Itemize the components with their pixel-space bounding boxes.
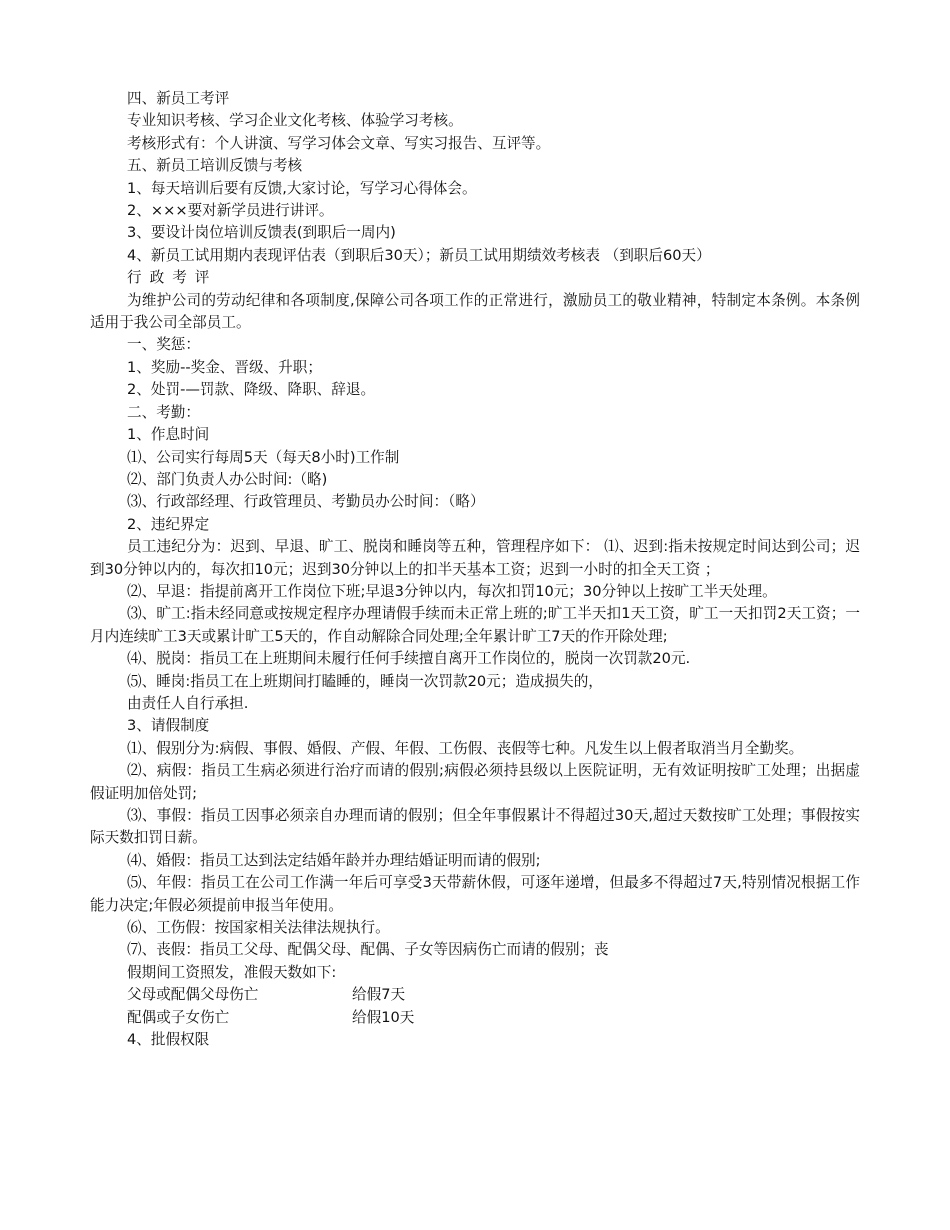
paragraph-late: 员工违纪分为：迟到、早退、旷工、脱岗和睡岗等五种，管理程序如下： ⑴、迟到:指未按规定时间达到公司；迟到30分钟以内的，每次扣10元；迟到30分钟以上的扣半天基本工资；迟到一小时的扣全天工资 ； xyxy=(90,538,860,578)
paragraph-leave-types: ⑴、假别分为:病假、事假、婚假、产假、年假、工伤假、丧假等七种。凡发生以上假者取消当月全勤奖。 xyxy=(127,739,804,757)
text-line: 3、要设计岗位培训反馈表(到职后一周内) xyxy=(127,224,396,242)
heading-new-staff-evaluation: 四、新员工考评 xyxy=(127,90,230,107)
text-line: 4、新员工试用期内表现评估表（到职后30天）；新员工试用期绩效考核表 （到职后60天） xyxy=(127,246,711,264)
paragraph-personal-leave: ⑶、事假：指员工因事必须亲自办理而请的假别；但全年事假累计不得超过30天,超过天数按旷工处理；事假按实际天数扣罚日薪。 xyxy=(90,807,860,847)
text-line: 1、奖励--奖金、晋级、升职； xyxy=(127,358,322,376)
paragraph-sick-leave: ⑵、病假：指员工生病必须进行治疗而请的假别;病假必须持县级以上医院证明，无有效证明按旷工处理；出据虚假证明加倍处罚; xyxy=(90,762,860,802)
paragraph-early-leave: ⑵、早退：指提前离开工作岗位下班;早退3分钟以内，每次扣罚10元；30分钟以上按旷工半天处理。 xyxy=(127,582,777,600)
subheading-leave-system: 3、请假制度 xyxy=(127,717,210,735)
subheading-approval-authority: 4、批假权限 xyxy=(127,1031,210,1049)
text-line: 假期间工资照发，准假天数如下: xyxy=(127,963,337,981)
leave-days-row xyxy=(90,984,860,1006)
subheading-work-hours: 1、作息时间 xyxy=(127,426,210,444)
heading-attendance: 二、考勤： xyxy=(127,403,200,421)
text-line: ⑷、婚假：指员工达到法定结婚年龄并办理结婚证明而请的假别; xyxy=(127,851,541,869)
text-line: 考核形式有：个人讲演、写学习体会文章、写实习报告、互评等。 xyxy=(127,134,551,152)
paragraph-intro: 为维护公司的劳动纪律和各项制度,保障公司各项工作的正常进行，激励员工的敬业精神，特制定本条例。本条例适用于我公司全部员工。 xyxy=(90,291,860,332)
subheading-violations: 2、违纪界定 xyxy=(127,515,210,533)
paragraph-absence: ⑶、旷工:指未经同意或按规定程序办理请假手续而未正常上班的;旷工半天扣1天工资，旷工一天扣罚2天工资；一月内连续旷工3天或累计旷工5天的，作自动解除合同处理;全年累计旷工7天的作开除处理; xyxy=(90,605,860,645)
paragraph-annual-leave: ⑸、年假：指员工在公司工作满一年后可享受3天带薪休假，可逐年递增，但最多不得超过7天,特别情况根据工作能力决定;年假必须提前申报当年使用。 xyxy=(90,874,860,914)
heading-feedback: 五、新员工培训反馈与考核 xyxy=(127,157,303,175)
leave-days-value: 给假10天 xyxy=(352,1008,415,1026)
text-line: ⑺、丧假：指员工父母、配偶父母、配偶、子女等因病伤亡而请的假别；丧 xyxy=(127,941,609,959)
leave-days-row xyxy=(90,1007,860,1029)
text-line: ⑴、公司实行每周5天（每天8小时)工作制 xyxy=(127,448,400,466)
paragraph-leave-post: ⑷、脱岗：指员工在上班期间未履行任何手续擅自离开工作岗位的，脱岗一次罚款20元. xyxy=(127,650,691,668)
leave-case-label: 父母或配偶父母伤亡 xyxy=(127,986,259,1004)
paragraph-sleeping: ⑸、睡岗:指员工在上班期间打瞌睡的，睡岗一次罚款20元；造成损失的， xyxy=(127,672,603,690)
text-line: 专业知识考核、学习企业文化考核、体验学习考核。 xyxy=(127,112,463,130)
text-line: 由责任人自行承担. xyxy=(127,694,249,712)
text-line: ⑵、部门负责人办公时间:（略) xyxy=(127,470,328,488)
leave-days-value: 给假7天 xyxy=(352,986,406,1004)
text-line: 1、每天培训后要有反馈,大家讨论，写学习心得体会。 xyxy=(127,179,477,197)
text-line: ⑶、行政部经理、行政管理员、考勤员办公时间：（略） xyxy=(127,493,485,511)
text-line: ⑹、工伤假：按国家相关法律法规执行。 xyxy=(127,919,390,937)
text-line: 2、×××要对新学员进行讲评。 xyxy=(127,202,334,220)
heading-admin-evaluation: 行政考评 xyxy=(127,269,218,287)
heading-rewards-penalties: 一、奖惩： xyxy=(127,336,200,354)
text-line: 2、处罚-—罚款、降级、降职、辞退。 xyxy=(127,381,376,399)
leave-case-label: 配偶或子女伤亡 xyxy=(127,1008,230,1026)
